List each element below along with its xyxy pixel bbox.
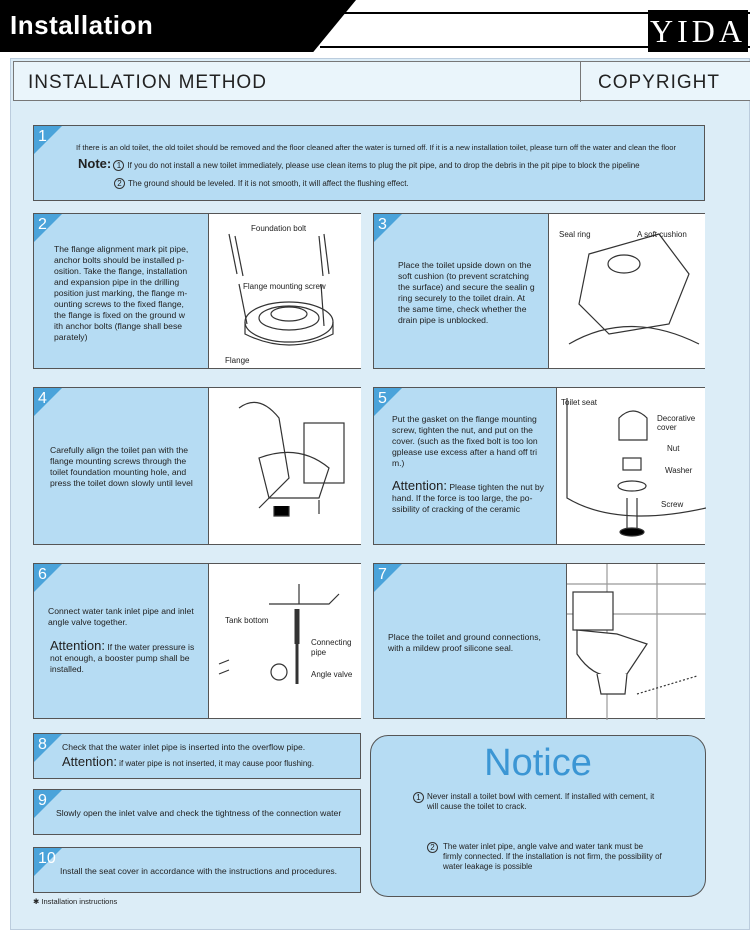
flange-drawing — [209, 214, 362, 370]
label-screw: Screw — [661, 500, 684, 509]
step-5-box — [373, 387, 705, 545]
circled-number: 1 — [113, 160, 124, 171]
step-7-box — [373, 563, 705, 719]
step-6-illustration — [208, 564, 361, 718]
step-9-box — [33, 789, 361, 835]
circled-number: 2 — [427, 842, 438, 853]
step-6-attention — [50, 640, 200, 675]
note-2: The ground should be leveled. If it is not smooth, it will affect the flushing effect. — [128, 179, 409, 188]
step-10-text: Install the seat cover in accordance with the instructions and procedures. — [60, 866, 338, 876]
step-1-text: If there is an old toilet, the old toilet should be removed and the floor cleaned after the water is turned off. If it is a new installation toilet, please turn off the water and clean the floor — [76, 143, 676, 152]
step-number: 8 — [38, 736, 47, 753]
notice-box — [370, 735, 706, 897]
step-number: 6 — [38, 566, 47, 583]
step-3-box — [373, 213, 705, 369]
step-3-illustration — [548, 214, 705, 368]
label-soft-cushion: A soft cushion — [637, 230, 687, 239]
sheet-header — [13, 61, 750, 101]
attention-label: Attention: — [50, 638, 105, 653]
label-tank-bottom: Tank bottom — [225, 616, 269, 625]
step-number: 4 — [38, 390, 47, 407]
label-decorative-cover: Decorative cover — [657, 414, 696, 432]
step-1-note-2 — [114, 178, 409, 189]
note-label: Note: — [78, 156, 112, 171]
attention-text: If the water pressure is not enough, a booster pump shall be installed. — [50, 642, 195, 674]
step-2-illustration — [208, 214, 361, 368]
label-connecting-pipe: Connecting pipe — [311, 638, 352, 657]
circled-number: 2 — [114, 178, 125, 189]
step-number: 2 — [38, 216, 47, 233]
step-2-box — [33, 213, 361, 369]
step-3-text: Place the toilet upside down on the soft cushion (to prevent scratching the surface) and secure the sealin g ring securely to the toilet drain. At the same time, check whether the drain pipe is unblocked. — [398, 260, 535, 325]
top-banner — [0, 0, 750, 52]
attention-label: Attention: — [392, 478, 447, 493]
sheet-copyright: COPYRIGHT — [598, 72, 720, 93]
placing-toilet-drawing — [209, 388, 362, 546]
notice-item-1 — [416, 792, 657, 812]
step-1-box — [33, 125, 705, 201]
label-angle-valve: Angle valve — [311, 670, 353, 679]
step-1-note — [78, 156, 702, 171]
label-toilet-seat: Toilet seat — [561, 398, 598, 407]
label-foundation-bolt: Foundation bolt — [251, 224, 307, 233]
label-flange-mounting-screw: Flange mounting screw — [243, 282, 326, 291]
sheet-title: INSTALLATION METHOD — [28, 72, 267, 93]
attention-text: Please tighten the nut by hand. If the force is too large, the po-ssibility of cracking of the ceramic — [392, 482, 544, 514]
step-7-illustration — [566, 564, 705, 718]
notice-item-2 — [430, 842, 663, 872]
attention-label: Attention: — [62, 754, 117, 769]
step-7-text: Place the toilet and ground connections, with a mildew proof silicone seal. — [388, 632, 541, 653]
step-5-illustration — [556, 388, 705, 544]
step-5-attention — [392, 480, 544, 515]
step-4-text: Carefully align the toilet pan with the flange mounting screws through the toilet foundation mounting hole, and press the toilet down slowly until level — [50, 445, 193, 488]
step-6-box — [33, 563, 361, 719]
attention-text: if water pipe is not inserted, it may cause poor flushing. — [119, 759, 314, 768]
footer-note: ✱ Installation instructions — [33, 897, 118, 906]
step-8-box — [33, 733, 361, 779]
step-number: 9 — [38, 792, 47, 809]
label-seal-ring: Seal ring — [559, 230, 591, 239]
step-number: 10 — [38, 850, 56, 867]
step-2-text: The flange alignment mark pit pipe, anchor bolts should be installed p-osition. Take the flange, installation and expansion pipe in the drilling position just marking, the flange m-ounting screws to the fixed flange, the flange is fixed on the ground w ith anchor bolts (flange shall bese parately) — [54, 244, 189, 342]
step-4-box — [33, 387, 361, 545]
step-number: 5 — [378, 390, 387, 407]
step-6-text: Connect water tank inlet pipe and inlet angle valve together. — [48, 606, 194, 627]
step-9-text: Slowly open the inlet valve and check the tightness of the connection water — [56, 808, 342, 818]
circled-number: 1 — [413, 792, 424, 803]
step-number: 1 — [38, 128, 47, 145]
label-nut: Nut — [667, 444, 680, 453]
step-number: 3 — [378, 216, 387, 233]
step-10-box — [33, 847, 361, 893]
page-title: Installation — [10, 10, 154, 40]
step-4-illustration — [208, 388, 361, 544]
step-5-text: Put the gasket on the flange mounting screw, tighten the nut, and put on the cover. (such as the fixed bolt is too lon gplease use excess after a hand off tri m.) — [392, 414, 538, 468]
note-1: If you do not install a new toilet immediately, please use clean items to plug the pit pipe, and to drop the debris in the pit pipe to block the pipeline — [127, 161, 640, 170]
notice-title: Notice — [484, 742, 592, 784]
label-flange: Flange — [225, 356, 250, 365]
step-8-text: Check that the water inlet pipe is inserted into the overflow pipe. — [62, 742, 306, 752]
brand-logo: YIDA — [648, 10, 748, 52]
notice-item-1-text: Never install a toilet bowl with cement. If installed with cement, it will cause the toilet to crack. — [427, 792, 655, 811]
notice-item-2-text: The water inlet pipe, angle valve and water tank must be firmly connected. If the installation is not firm, the possibility of water leakage is possible — [443, 842, 662, 871]
installed-toilet-drawing — [567, 564, 706, 720]
label-washer: Washer — [665, 466, 693, 475]
step-8-attention — [62, 754, 358, 769]
step-number: 7 — [378, 566, 387, 583]
